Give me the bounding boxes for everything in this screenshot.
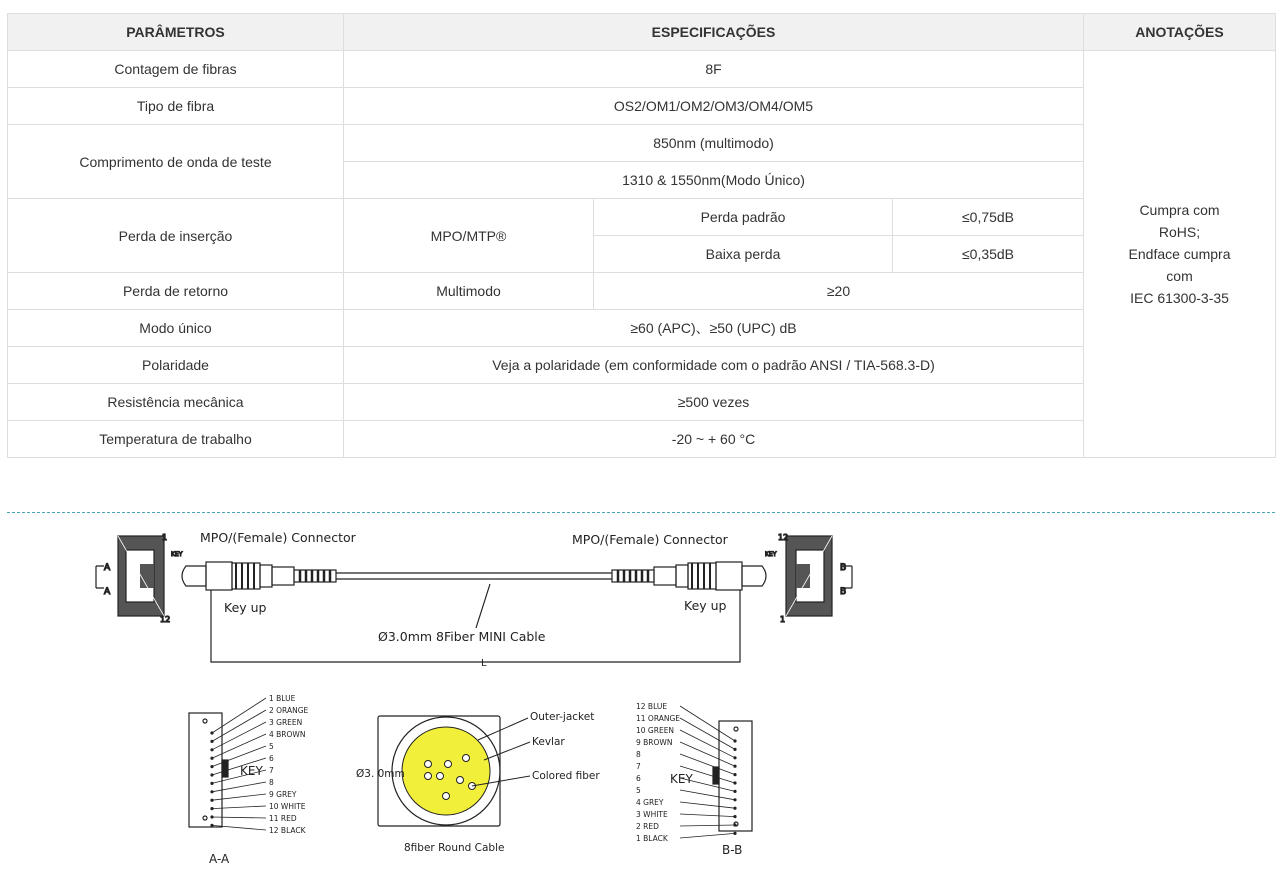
pin-leader <box>212 825 266 830</box>
pin-1-label: 1 <box>162 533 168 542</box>
pin-label: 12 BLUE <box>636 702 668 711</box>
temperature-value: -20 ~ + 60 °C <box>344 421 1084 458</box>
length-dimension <box>211 590 740 662</box>
section-b-label-top: B <box>840 563 847 573</box>
pin-leader <box>212 794 266 800</box>
standard-loss-value: ≤0,75dB <box>893 199 1084 236</box>
pin-dot <box>211 757 213 759</box>
length-label: L <box>481 658 487 669</box>
pin-12-label-right: 12 <box>778 533 789 542</box>
pin-dot <box>734 807 736 809</box>
cable-label: Ø3.0mm 8Fiber MINI Cable <box>378 629 546 644</box>
wavelength-value-1: 850nm (multimodo) <box>344 125 1084 162</box>
fiber-count-value: 8F <box>344 51 1084 88</box>
pin-leader <box>212 806 266 809</box>
kevlar-label: Kevlar <box>532 736 565 748</box>
left-endface <box>96 536 164 616</box>
notes-line: IEC 61300-3-35 <box>1130 290 1229 306</box>
cable-leader <box>476 584 490 628</box>
pin-dot <box>734 765 736 767</box>
pin-dot <box>734 815 736 817</box>
notes-line: com <box>1166 268 1193 284</box>
pin-label: 7 <box>636 762 641 771</box>
fiber-type-label: Tipo de fibra <box>8 88 344 125</box>
pin-label: 1 BLACK <box>636 834 668 843</box>
pin-label: 4 GREY <box>636 798 664 807</box>
fiber-count-label: Contagem de fibras <box>8 51 344 88</box>
pin-label: 4 BROWN <box>269 730 306 739</box>
polarity-value: Veja a polaridade (em conformidade com o padrão ANSI / TIA-568.3-D) <box>344 347 1084 384</box>
pin-leader <box>212 734 266 758</box>
pin-leader <box>680 742 735 766</box>
aa-view <box>189 713 228 827</box>
notes-line: RoHS; <box>1158 224 1201 240</box>
right-connector <box>612 562 766 590</box>
pin-dot <box>211 807 213 809</box>
pin-label: 5 <box>269 742 274 751</box>
pin-dot <box>211 749 213 751</box>
aa-key-label: KEY <box>240 764 263 778</box>
pin-dot <box>734 782 736 784</box>
standard-loss-label: Perda padrão <box>594 199 893 236</box>
bb-key-label: KEY <box>670 772 693 786</box>
mechanical-label: Resistência mecânica <box>8 384 344 421</box>
pin-dot <box>734 832 736 834</box>
left-connector-label: MPO/(Female) Connector <box>200 530 356 545</box>
return-loss-value: ≥20 <box>594 273 1084 310</box>
round-cable-label: 8fiber Round Cable <box>404 842 505 854</box>
right-endface <box>786 536 852 616</box>
pin-leader <box>212 698 266 733</box>
pin-label: 2 ORANGE <box>269 706 309 715</box>
pin-dot <box>734 824 736 826</box>
pin-leader <box>212 817 266 818</box>
pin-label: 12 BLACK <box>269 826 306 835</box>
outer-jacket-label: Outer-jacket <box>530 711 595 723</box>
temperature-label: Temperatura de trabalho <box>8 421 344 458</box>
key-up-left-label: Key up <box>224 600 267 615</box>
pin-leader <box>680 790 735 800</box>
pin-label: 3 WHITE <box>636 810 668 819</box>
pin-leader <box>680 706 735 741</box>
pin-label: 10 WHITE <box>269 802 306 811</box>
section-divider <box>7 512 1275 513</box>
pin-label: 11 ORANGE <box>636 714 681 723</box>
notes-line: Cumpra com <box>1139 202 1220 218</box>
pin-leader <box>680 833 735 838</box>
pin-dot <box>211 791 213 793</box>
cable-diagram <box>0 520 1282 892</box>
polarity-label: Polaridade <box>8 347 344 384</box>
key-small-label: KEY <box>171 551 183 558</box>
notes-cell <box>1084 51 1276 458</box>
insertion-loss-label: Perda de inserção <box>8 199 344 273</box>
pin-label: 9 GREY <box>269 790 297 799</box>
pin-dot <box>734 740 736 742</box>
notes-line: Endface cumpra <box>1128 246 1231 262</box>
wavelength-label: Comprimento de onda de teste <box>8 125 344 199</box>
mechanical-value: ≥500 vezes <box>344 384 1084 421</box>
key-small-label-right: KEY <box>765 551 777 558</box>
header-specs: ESPECIFICAÇÕES <box>344 14 1084 51</box>
pin-dot <box>211 774 213 776</box>
pin-label: 6 <box>636 774 641 783</box>
right-connector-label: MPO/(Female) Connector <box>572 532 728 547</box>
pin-label: 5 <box>636 786 641 795</box>
pin-label: 2 RED <box>636 822 659 831</box>
pin-label: 8 <box>269 778 274 787</box>
return-loss-mode: Multimodo <box>344 273 594 310</box>
specifications-table <box>7 13 1276 458</box>
pin-label: 10 GREEN <box>636 726 675 735</box>
table-row <box>8 51 1276 88</box>
header-notes: ANOTAÇÕES <box>1084 14 1276 51</box>
pin-dot <box>211 765 213 767</box>
return-loss-label: Perda de retorno <box>8 273 344 310</box>
section-a-label-bottom: A <box>104 587 111 597</box>
low-loss-value: ≤0,35dB <box>893 236 1084 273</box>
pin-leader <box>212 722 266 750</box>
insertion-loss-connector: MPO/MTP® <box>344 199 594 273</box>
pin-1-label-right: 1 <box>780 615 786 624</box>
view-aa-label: A-A <box>209 852 230 866</box>
pin-leader <box>680 825 735 826</box>
pin-leader <box>680 718 735 749</box>
bb-view <box>713 721 752 831</box>
single-mode-value: ≥60 (APC)、≥50 (UPC) dB <box>344 310 1084 347</box>
pin-dot <box>211 782 213 784</box>
section-b-label-bottom: B <box>840 587 847 597</box>
pin-dot <box>211 740 213 742</box>
pin-dot <box>734 748 736 750</box>
pin-dot <box>211 824 213 826</box>
pin-dot <box>211 799 213 801</box>
view-bb-label: B-B <box>722 843 743 857</box>
pin-dot <box>211 732 213 734</box>
pin-label: 6 <box>269 754 274 763</box>
single-mode-label: Modo único <box>8 310 344 347</box>
pin-12-label: 12 <box>160 615 171 624</box>
section-a-label-top: A <box>104 563 111 573</box>
pin-leader <box>680 814 735 817</box>
pin-dot <box>211 816 213 818</box>
pin-leader <box>680 802 735 808</box>
diameter-label: Ø3. 0mm <box>356 768 405 780</box>
pin-dot <box>734 799 736 801</box>
pin-leader <box>680 730 735 758</box>
pin-leader <box>212 782 266 792</box>
header-params: PARÂMETROS <box>8 14 344 51</box>
pin-dot <box>734 773 736 775</box>
pin-label: 8 <box>636 750 641 759</box>
colored-fiber-label: Colored fiber <box>532 770 600 782</box>
pin-dot <box>734 790 736 792</box>
pin-label: 3 GREEN <box>269 718 303 727</box>
pin-leader <box>212 710 266 741</box>
left-connector <box>182 562 336 590</box>
pin-dot <box>734 757 736 759</box>
key-up-right-label: Key up <box>684 598 727 613</box>
wavelength-value-2: 1310 & 1550nm(Modo Único) <box>344 162 1084 199</box>
pin-label: 7 <box>269 766 274 775</box>
aa-pin-labels <box>269 694 309 835</box>
pin-label: 1 BLUE <box>269 694 296 703</box>
table-header-row <box>8 14 1276 51</box>
pin-label: 9 BROWN <box>636 738 673 747</box>
low-loss-label: Baixa perda <box>594 236 893 273</box>
pin-label: 11 RED <box>269 814 297 823</box>
fiber-type-value: OS2/OM1/OM2/OM3/OM4/OM5 <box>344 88 1084 125</box>
